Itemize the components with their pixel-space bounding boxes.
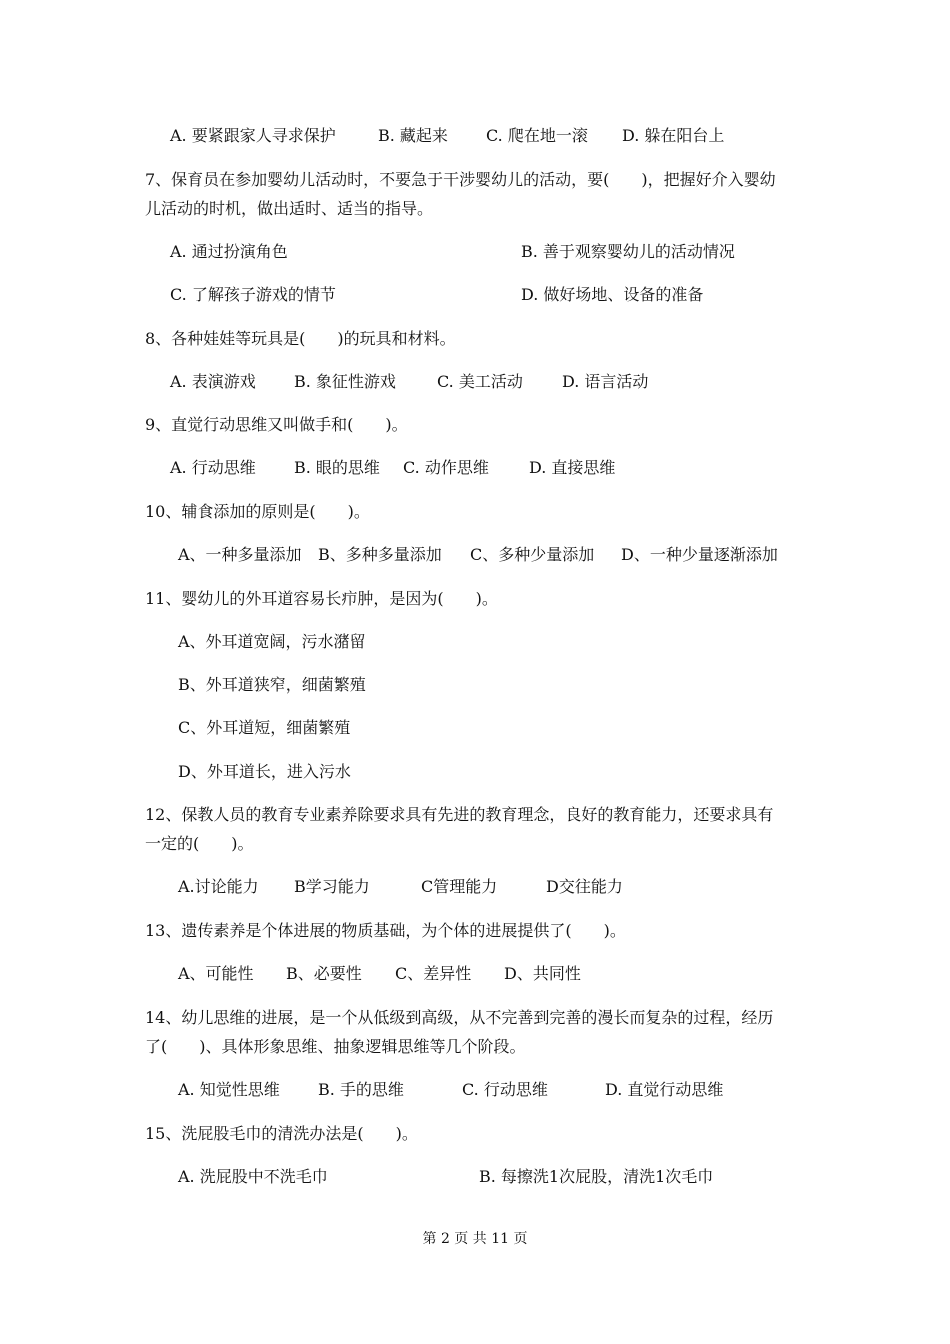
q10-option-c: C、多种少量添加 bbox=[470, 545, 595, 564]
q14-option-d: D. 直觉行动思维 bbox=[605, 1080, 724, 1099]
q14-stem-line2: 了( )、具体形象思维、抽象逻辑思维等几个阶段。 bbox=[145, 1037, 526, 1056]
q12-option-d: D交往能力 bbox=[546, 877, 623, 896]
q8-stem: 8、各种娃娃等玩具是( )的玩具和材料。 bbox=[145, 329, 456, 348]
q8-option-b: B. 象征性游戏 bbox=[294, 372, 396, 391]
q11-stem: 11、婴幼儿的外耳道容易长疖肿，是因为( )。 bbox=[145, 589, 498, 608]
q15-stem: 15、洗屁股毛巾的清洗办法是( )。 bbox=[145, 1124, 418, 1143]
q6-option-a: A. 要紧跟家人寻求保护 bbox=[170, 126, 336, 145]
q11-option-b: B、外耳道狭窄，细菌繁殖 bbox=[178, 675, 366, 694]
q9-option-a: A. 行动思维 bbox=[170, 458, 256, 477]
q8-option-c: C. 美工活动 bbox=[437, 372, 523, 391]
q10-option-a: A、一种多量添加 bbox=[178, 545, 302, 564]
q10-option-d: D、一种少量逐渐添加 bbox=[621, 545, 778, 564]
q13-option-b: B、必要性 bbox=[286, 964, 362, 983]
q8-option-a: A. 表演游戏 bbox=[170, 372, 256, 391]
page-number-footer: 第 2 页 共 11 页 bbox=[422, 1231, 528, 1247]
q7-option-a: A. 通过扮演角色 bbox=[170, 242, 288, 261]
q14-option-c: C. 行动思维 bbox=[462, 1080, 548, 1099]
q9-stem: 9、直觉行动思维又叫做手和( )。 bbox=[145, 415, 408, 434]
q15-option-b: B. 每擦洗1次屁股，清洗1次毛巾 bbox=[479, 1167, 714, 1186]
q7-stem-line1: 7、保育员在参加婴幼儿活动时，不要急于干涉婴幼儿的活动，要( )，把握好介入婴幼 bbox=[145, 170, 776, 189]
q9-option-c: C. 动作思维 bbox=[403, 458, 489, 477]
q6-option-d: D. 躲在阳台上 bbox=[622, 126, 725, 145]
q13-option-a: A、可能性 bbox=[178, 964, 254, 983]
q7-option-b: B. 善于观察婴幼儿的活动情况 bbox=[521, 242, 735, 261]
q6-option-b: B. 藏起来 bbox=[378, 126, 448, 145]
q7-option-c: C. 了解孩子游戏的情节 bbox=[170, 285, 336, 304]
q12-stem-line1: 12、保教人员的教育专业素养除要求具有先进的教育理念，良好的教育能力，还要求具有 bbox=[145, 805, 774, 824]
q6-option-c: C. 爬在地一滚 bbox=[486, 126, 588, 145]
q12-stem-line2: 一定的( )。 bbox=[145, 834, 254, 853]
q11-option-d: D、外耳道长，进入污水 bbox=[178, 762, 351, 781]
q14-option-b: B. 手的思维 bbox=[318, 1080, 404, 1099]
q11-option-a: A、外耳道宽阔，污水潴留 bbox=[178, 632, 366, 651]
q12-option-c: C管理能力 bbox=[421, 877, 498, 896]
q9-option-d: D. 直接思维 bbox=[529, 458, 616, 477]
q8-option-d: D. 语言活动 bbox=[562, 372, 649, 391]
q13-option-c: C、差异性 bbox=[395, 964, 472, 983]
q10-stem: 10、辅食添加的原则是( )。 bbox=[145, 502, 370, 521]
q12-option-a: A.讨论能力 bbox=[178, 877, 259, 896]
q9-option-b: B. 眼的思维 bbox=[294, 458, 380, 477]
q7-option-d: D. 做好场地、设备的准备 bbox=[521, 285, 704, 304]
q13-option-d: D、共同性 bbox=[504, 964, 581, 983]
q14-stem-line1: 14、幼儿思维的进展，是一个从低级到高级，从不完善到完善的漫长而复杂的过程，经历 bbox=[145, 1008, 774, 1027]
q14-option-a: A. 知觉性思维 bbox=[178, 1080, 280, 1099]
q15-option-a: A. 洗屁股中不洗毛巾 bbox=[178, 1167, 328, 1186]
q10-option-b: B、多种多量添加 bbox=[318, 545, 442, 564]
q7-stem-line2: 儿活动的时机，做出适时、适当的指导。 bbox=[145, 199, 434, 218]
q11-option-c: C、外耳道短，细菌繁殖 bbox=[178, 718, 351, 737]
q13-stem: 13、遗传素养是个体进展的物质基础，为个体的进展提供了( )。 bbox=[145, 921, 626, 940]
q12-option-b: B学习能力 bbox=[294, 877, 370, 896]
